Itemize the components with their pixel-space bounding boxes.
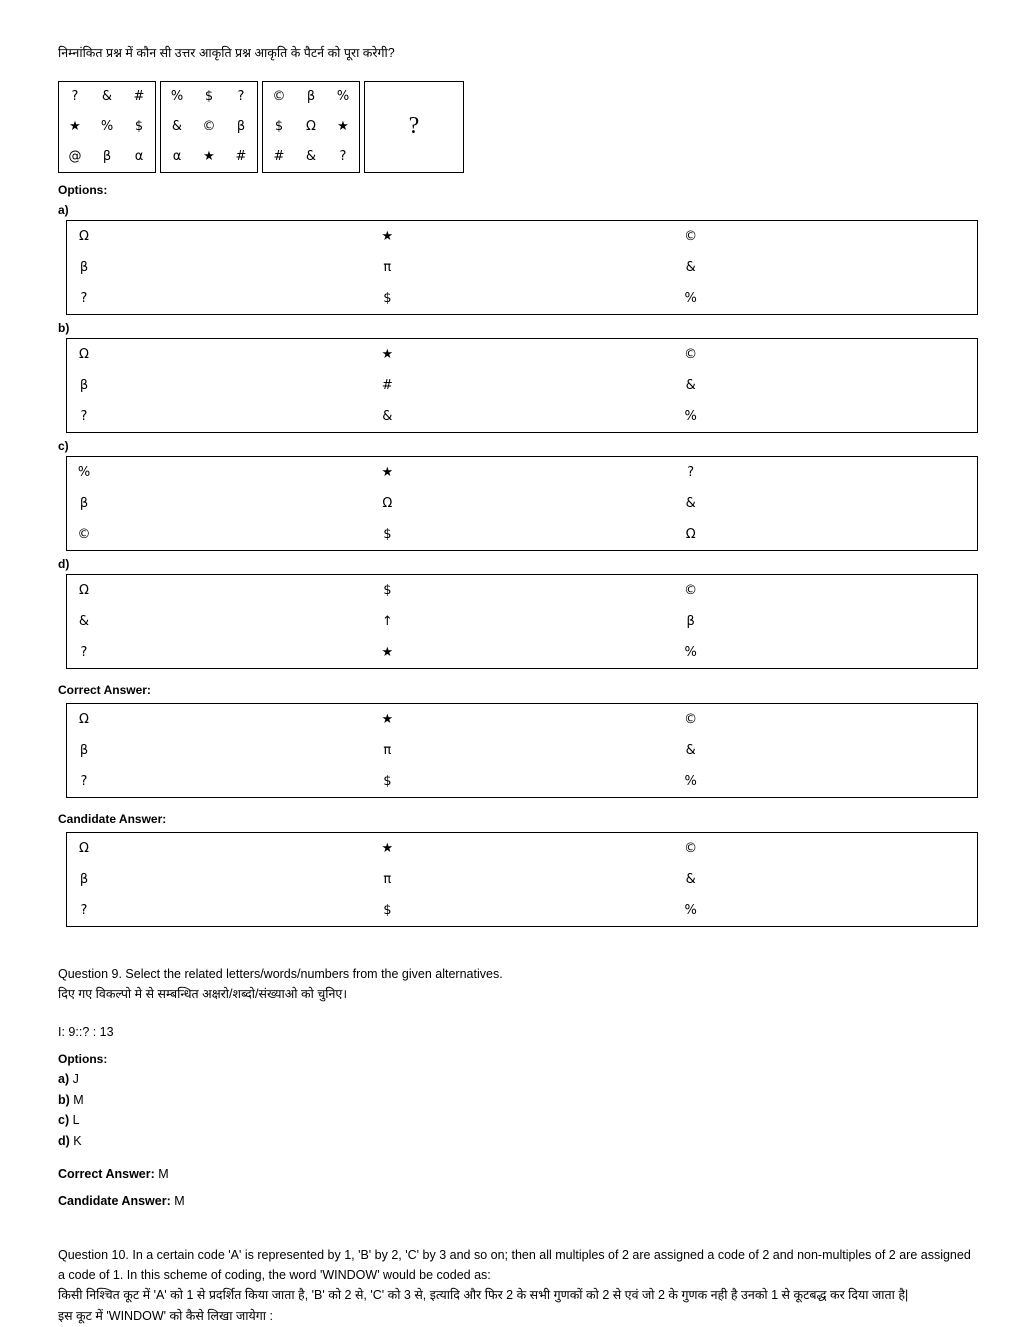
figure1-cell-4: ★ <box>69 119 81 135</box>
question8-option-d[interactable] <box>66 574 978 669</box>
candidate-cell-6: & <box>685 871 696 887</box>
figure3-cell-7: # <box>273 149 285 165</box>
question9-block <box>58 965 978 1212</box>
option-a-cell-2: ★ <box>381 228 394 244</box>
option-b-cell-5: # <box>381 377 393 393</box>
figure2-cell-2: $ <box>204 89 214 105</box>
question9-options-label: Options: <box>58 1051 108 1066</box>
correct-cell-6: & <box>685 742 696 758</box>
question8-missing-figure: ? <box>364 81 464 173</box>
figure2-cell-8: ★ <box>203 149 215 165</box>
figure3-cell-4: $ <box>274 119 284 135</box>
question8-candidate-answer-label: Candidate Answer: <box>58 811 167 826</box>
option-b-cell-1: Ω <box>79 346 89 362</box>
option-b-cell-6: & <box>685 377 696 393</box>
figure2-cell-3: ? <box>237 89 245 105</box>
question8-option-a[interactable] <box>66 220 978 315</box>
question8-option-d-letter: d) <box>58 556 70 571</box>
option-a-cell-8: $ <box>383 290 392 306</box>
question9-options <box>58 1070 978 1151</box>
question8-option-a-letter: a) <box>58 202 69 217</box>
figure3-cell-2: β <box>306 89 316 105</box>
figure1-cell-6: $ <box>134 119 144 135</box>
question8-figure-row <box>58 81 978 173</box>
question8-option-b[interactable] <box>66 338 978 433</box>
figure2-cell-6: β <box>236 119 246 135</box>
question9-correct-answer-line <box>58 1165 978 1184</box>
option-b-grid <box>66 338 978 433</box>
figure3-cell-1: © <box>272 89 286 105</box>
option-a-cell-1: Ω <box>79 228 89 244</box>
figure3-cell-6: ★ <box>337 119 349 135</box>
question9-candidate-answer: M <box>174 1194 185 1209</box>
option-d-cell-9: % <box>684 644 697 660</box>
figure3-cell-8: & <box>305 149 317 165</box>
option-d-cell-8: ★ <box>381 644 394 660</box>
figure2-cell-5: © <box>202 119 216 135</box>
figure1-cell-2: & <box>101 89 113 105</box>
option-c-cell-5: Ω <box>382 495 393 511</box>
question9-option-d[interactable] <box>58 1132 978 1151</box>
option-a-cell-3: © <box>684 228 698 244</box>
option-c-cell-3: ? <box>687 464 695 480</box>
option-d-cell-3: © <box>684 582 698 598</box>
question8-option-c[interactable] <box>66 456 978 551</box>
figure3-cell-5: Ω <box>306 119 316 135</box>
question9-correct-answer: M <box>158 1166 169 1181</box>
question9-correct-answer-label: Correct Answer: <box>58 1166 155 1181</box>
option-b-cell-8: & <box>382 408 393 424</box>
option-c-cell-4: β <box>79 495 89 511</box>
option-c-grid <box>66 456 978 551</box>
option-b-cell-3: © <box>684 346 698 362</box>
question8-figure-3 <box>262 81 360 173</box>
figure1-cell-5: % <box>100 119 114 135</box>
option-d-cell-2: $ <box>383 582 392 598</box>
question9-option-b[interactable] <box>58 1091 978 1110</box>
option-a-cell-5: π <box>383 259 392 275</box>
question10-text-line3: किसी निश्चित कूट में 'A' को 1 से प्रदर्शित किया जाता है, 'B' को 2 से, 'C' को 3 से, इत्यादि और फिर 2 के सभी गुणकों को 2 से एवं जो 2 के गुणक नही है उनको 1 से कूटबद्ध कर दिया जाता है| <box>58 1288 909 1303</box>
option-c-cell-7: © <box>77 526 91 542</box>
question9-option-d-text: K <box>73 1133 82 1148</box>
question10-block <box>58 1246 978 1327</box>
figure1-cell-9: α <box>134 149 144 165</box>
option-b-cell-7: ? <box>80 408 88 424</box>
correct-cell-2: ★ <box>381 711 394 727</box>
option-c-cell-2: ★ <box>381 464 394 480</box>
option-d-cell-1: Ω <box>79 582 89 598</box>
correct-cell-7: ? <box>80 773 88 789</box>
option-a-grid <box>66 220 978 315</box>
option-b-cell-2: ★ <box>381 346 394 362</box>
question8-prompt: निम्नांकित प्रश्न में कौन सी उत्तर आकृति प्रश्न आकृति के पैटर्न को पूरा करेगी? <box>58 46 395 60</box>
candidate-cell-9: % <box>684 902 697 918</box>
candidate-answer-grid <box>66 832 978 927</box>
figure3-cell-9: ? <box>339 149 347 165</box>
document-content <box>58 44 978 1327</box>
question9-relation: I: 9::? : 13 <box>58 1024 114 1039</box>
question9-option-c-letter: c) <box>58 1113 70 1128</box>
question9-option-b-letter: b) <box>58 1092 70 1107</box>
option-a-cell-6: & <box>685 259 696 275</box>
correct-cell-3: © <box>684 711 698 727</box>
figure2-cell-4: & <box>171 119 183 135</box>
figure2-cell-7: α <box>172 149 182 165</box>
figure1-cell-7: @ <box>68 149 82 165</box>
candidate-cell-8: $ <box>383 902 392 918</box>
question9-option-a-text: J <box>72 1072 79 1087</box>
correct-cell-8: $ <box>383 773 392 789</box>
question9-option-b-text: M <box>73 1092 84 1107</box>
figure1-cell-8: β <box>102 149 112 165</box>
question9-text-en: Question 9. Select the related letters/words/numbers from the given alternatives. <box>58 966 503 981</box>
candidate-cell-4: β <box>79 871 89 887</box>
figure3-cell-3: % <box>336 89 350 105</box>
option-d-cell-7: ? <box>80 644 88 660</box>
question8-figure-2 <box>160 81 258 173</box>
option-c-cell-8: $ <box>383 526 392 542</box>
question10-text-line1: Question 10. In a certain code 'A' is represented by 1, 'B' by 2, 'C' by 3 and so on; then all multiples of 2 are assigned a code of 2 and non-multiples of 2 are assigned <box>58 1247 971 1262</box>
candidate-cell-2: ★ <box>381 840 394 856</box>
candidate-cell-5: π <box>383 871 392 887</box>
figure2-cell-9: # <box>235 149 247 165</box>
option-a-cell-4: β <box>79 259 89 275</box>
question9-option-c-text: L <box>72 1113 80 1128</box>
question10-text-line2: a code of 1. In this scheme of coding, the word 'WINDOW' would be coded as: <box>58 1268 491 1283</box>
correct-answer-grid <box>66 703 978 798</box>
question8-correct-answer <box>66 703 978 798</box>
question9-option-d-letter: d) <box>58 1133 70 1148</box>
option-d-cell-6: β <box>686 613 695 629</box>
question9-candidate-answer-line <box>58 1192 978 1211</box>
option-c-cell-6: & <box>685 495 696 511</box>
option-a-cell-9: % <box>684 290 697 306</box>
option-d-cell-4: & <box>78 613 90 629</box>
question9-option-a-letter: a) <box>58 1072 70 1087</box>
figure1-cell-3: # <box>133 89 145 105</box>
figure1-cell-1: ? <box>71 89 79 105</box>
candidate-cell-3: © <box>684 840 698 856</box>
option-a-cell-7: ? <box>80 290 88 306</box>
question9-text-hi: दिए गए विकल्पो मे से सम्बन्धित अक्षरो/शब्दो/संख्याओ को चुनिए। <box>58 987 348 1002</box>
figure2-cell-1: % <box>170 89 184 105</box>
candidate-cell-1: Ω <box>79 840 89 856</box>
option-c-cell-1: % <box>77 464 91 480</box>
question8-option-c-letter: c) <box>58 438 69 453</box>
question8-options-label: Options: <box>58 182 108 197</box>
correct-cell-9: % <box>684 773 697 789</box>
option-b-cell-9: % <box>684 408 697 424</box>
option-d-grid <box>66 574 978 669</box>
question10-text-line4: इस कूट में 'WINDOW' को कैसे लिखा जायेगा : <box>58 1308 273 1323</box>
question8-candidate-answer <box>66 832 978 927</box>
candidate-cell-7: ? <box>80 902 88 918</box>
correct-cell-1: Ω <box>79 711 89 727</box>
option-d-cell-5: ↑ <box>381 613 393 629</box>
question8-figure-1 <box>58 81 156 173</box>
correct-cell-4: β <box>79 742 89 758</box>
question8-option-b-letter: b) <box>58 320 70 335</box>
question9-option-c[interactable] <box>58 1111 978 1130</box>
question9-candidate-answer-label: Candidate Answer: <box>58 1194 171 1209</box>
option-b-cell-4: β <box>79 377 89 393</box>
option-c-cell-9: Ω <box>685 526 696 542</box>
correct-cell-5: π <box>383 742 392 758</box>
question9-option-a[interactable] <box>58 1070 978 1089</box>
question8-correct-answer-label: Correct Answer: <box>58 682 151 697</box>
